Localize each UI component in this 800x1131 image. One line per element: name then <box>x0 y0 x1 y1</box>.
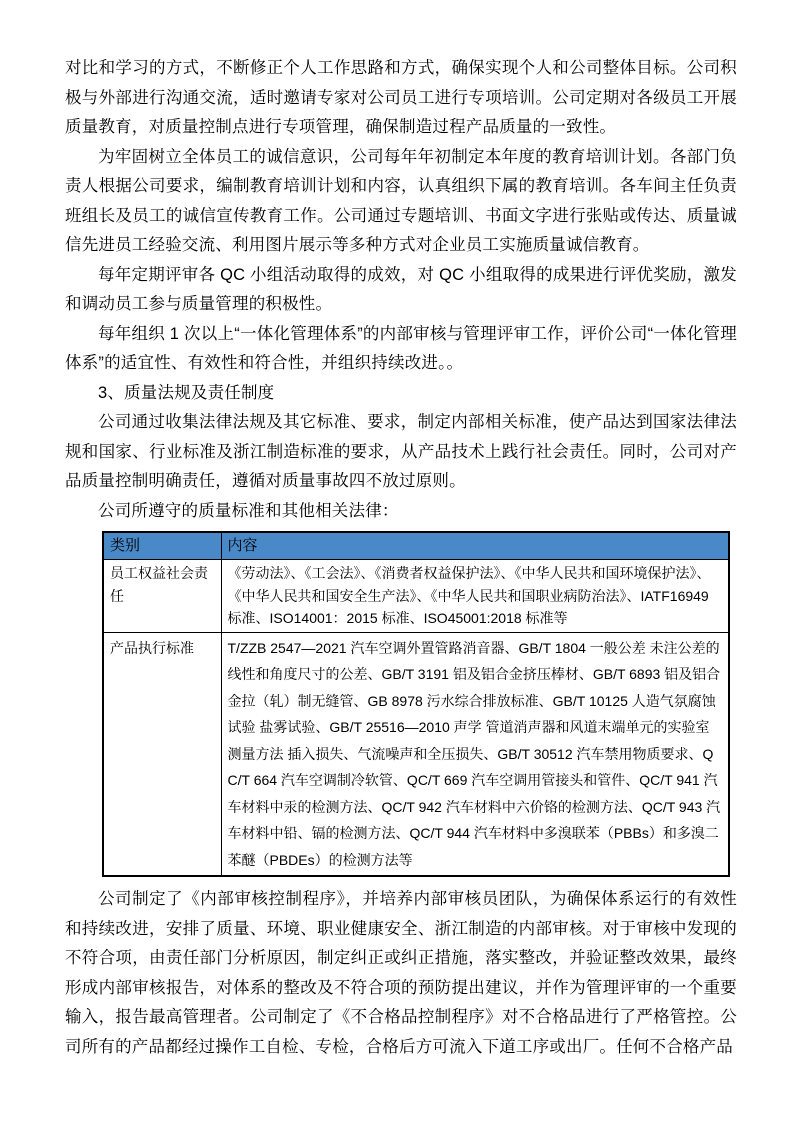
table-header-row <box>103 532 729 560</box>
table-row-employee-rights <box>103 560 729 633</box>
paragraph-continued: 对比和学习的方式，不断修正个人工作思路和方式，确保实现个人和公司整体目标。公司积极与外部进行沟通交流，适时邀请专家对公司员工进行专项培训。公司定期对各级员工开展质量教育，对质量控制点进行专项管理，确保制造过程产品质量的一致性。 <box>65 59 737 136</box>
table-row-product-standards <box>103 632 729 876</box>
standards-table <box>102 531 730 877</box>
paragraph-integrity-education: 为牢固树立全体员工的诚信意识，公司每年年初制定本年度的教育培训计划。各部门负责人根据公司要求，编制教育培训计划和内容，认真组织下属的教育培训。各车间主任负责班组长及员工的诚信宣传教育工作。公司通过专题培训、书面文字进行张贴或传达、质量诚信先进员工经验交流、利用图片展示等多种方式对企业员工实施质量诚信教育。 <box>65 147 737 254</box>
cell-category-product-standards: 产品执行标准 <box>103 632 221 876</box>
paragraph-management-system-audit: 每年组织 1 次以上“一体化管理体系”的内部审核与管理评审工作，评价公司“一体化管理体系”的适宜性、有效性和符合性，并组织持续改进。。 <box>65 324 737 372</box>
table-caption: 公司所遵守的质量标准和其他相关法律： <box>98 501 399 520</box>
cell-category-employee-rights: 员工权益社会责任 <box>103 560 221 633</box>
cell-content-employee-rights: 《劳动法》、《工会法》、《消费者权益保护法》、《中华人民共和国环境保护法》、《中华人民共和国安全生产法》、《中华人民共和国职业病防治法》、IATF16949 标准、ISO14001：2015 标准、ISO45001:2018 标准等 <box>221 560 729 633</box>
paragraph-internal-audit: 公司制定了《内部审核控制程序》，并培养内部审核员团队，为确保体系运行的有效性和持续改进，安排了质量、环境、职业健康安全、浙江制造的内部审核。对于审核中发现的不符合项，由责任部门分析原因，制定纠正或纠正措施，落实整改，并验证整改效果，最终形成内部审核报告，对体系的整改及不符合项的预防提出建议，并作为管理评审的一个重要输入，报告最高管理者。公司制定了《不合格品控制程序》对不合格品进行了严格管控。公司所有的产品都经过操作工自检、专检，合格后方可流入下道工序或出厂。任何不合格产品 <box>65 890 737 1056</box>
column-header-content: 内容 <box>221 532 729 560</box>
section-heading: 3、质量法规及责任制度 <box>98 383 275 402</box>
paragraph-qc-review: 每年定期评审各 QC 小组活动取得的成效，对 QC 小组取得的成果进行评优奖励，激发和调动员工参与质量管理的积极性。 <box>65 265 737 313</box>
column-header-category: 类别 <box>103 532 221 560</box>
paragraph-laws-standards: 公司通过收集法律法规及其它标准、要求，制定内部相关标准，使产品达到国家法律法规和国家、行业标准及浙江制造标准的要求，从产品技术上践行社会责任。同时，公司对产品质量控制明确责任，遵循对质量事故四不放过原则。 <box>65 413 737 490</box>
cell-content-product-standards: T/ZZB 2547—2021 汽车空调外置管路消音器、GB/T 1804 一般公差 未注公差的线性和角度尺寸的公差、GB/T 3191 铝及铝合金挤压棒材、GB/T 6893 铝及铝合金拉（轧）制无缝管、GB 8978 污水综合排放标准、GB/T 10125 人造气氛腐蚀试验 盐雾试验、GB/T 25516—2010 声学 管道消声器和风道末端单元的实验室测量方法 插入损失、气流噪声和全压损失、GB/T 30512 汽车禁用物质要求、QC/T 664 汽车空调制冷软管、QC/T 669 汽车空调用管接头和管件、QC/T 941 汽车材料中汞的检测方法、QC/T 942 汽车材料中六价铬的检测方法、QC/T 943 汽车材料中铅、镉的检测方法、QC/T 944 汽车材料中多溴联苯（PBBs）和多溴二苯醚（PBDEs）的检测方法等 <box>221 632 729 876</box>
